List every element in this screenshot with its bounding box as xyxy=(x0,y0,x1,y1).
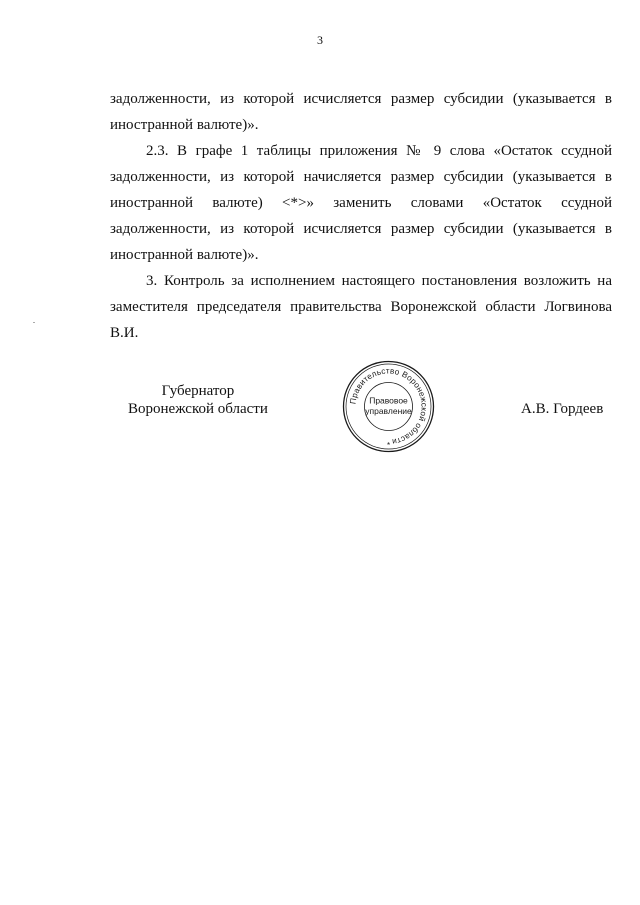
paragraph-3: 3. Контроль за исполнением настоящего постановления возложить на заместителя председателя правительства Воронежской области Логвинова В.И. xyxy=(110,273,612,341)
stamp-star: * xyxy=(386,441,391,450)
page-number: 3 xyxy=(317,33,323,47)
margin-mark xyxy=(33,322,35,323)
stamp-ring-text: Правительство Воронежской области xyxy=(348,366,429,447)
document-body xyxy=(110,86,612,346)
signer-title-line2: Воронежской области xyxy=(128,401,268,417)
official-stamp xyxy=(341,359,436,454)
stamp-seal-image xyxy=(341,359,436,454)
paragraph-2-3: 2.3. В графе 1 таблицы приложения № 9 слова «Остаток ссудной задолженности, из которой начисляется размер субсидии (указывается в иностранной валюте) <*>» заменить словами «Остаток ссудной задолженности, из которой исчисляется размер субсидии (указывается в иностранной валюте)». xyxy=(110,143,612,263)
paragraph-continuation: задолженности, из которой исчисляется размер субсидии (указывается в иностранной валюте)». xyxy=(110,91,612,133)
stamp-center-line2: управление xyxy=(365,406,412,416)
signer-title xyxy=(128,382,268,418)
stamp-center-line1: Правовое xyxy=(369,395,408,406)
signer-title-line1: Губернатор xyxy=(161,383,235,399)
signer-name: А.В. Гордеев xyxy=(521,401,604,417)
